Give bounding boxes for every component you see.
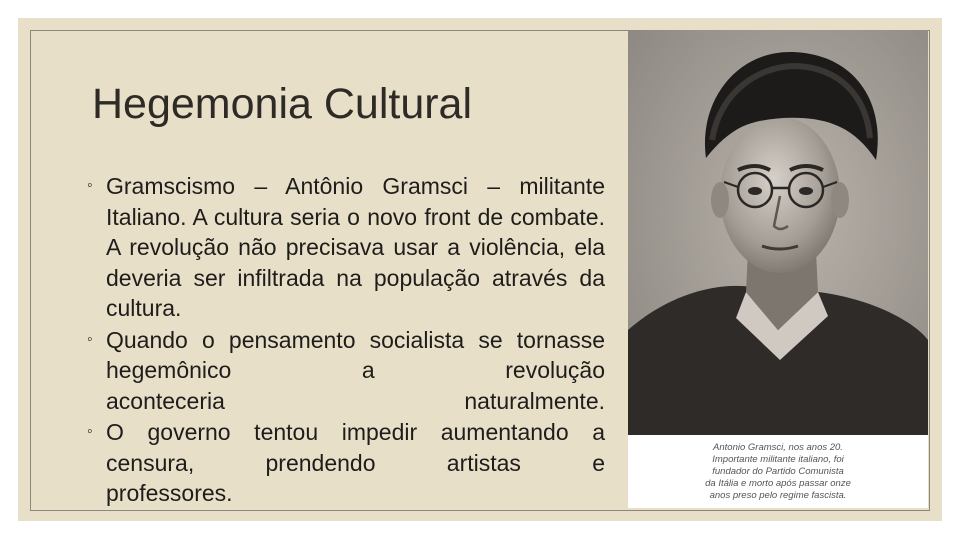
bullet-line: front de combate. A revolução não xyxy=(106,203,605,260)
bullet-line: Quando o pensamento socialista se xyxy=(106,326,517,353)
bullet-line: censura, prendendo artistas e xyxy=(106,449,605,476)
caption-line: Importante militante italiano, foi xyxy=(712,454,844,465)
bullet-item-hegemonia xyxy=(87,325,605,417)
bullet-line: precisava usar a violência, ela deveria xyxy=(106,234,606,291)
bullet-line: aconteceria naturalmente. xyxy=(106,387,605,414)
photo-caption xyxy=(628,442,928,502)
bullet-marker: ◦ xyxy=(87,330,93,348)
caption-line: anos preso pelo regime fascista. xyxy=(709,490,847,501)
portrait-photo xyxy=(628,30,928,508)
bullet-line: militante Italiano. A cultura seria o novo xyxy=(106,173,605,230)
bullet-list xyxy=(87,171,605,510)
caption-line: fundador do Partido Comunista xyxy=(712,466,844,477)
bullet-line: professores. xyxy=(106,480,233,506)
bullet-line: cultura. xyxy=(106,295,182,321)
bullet-item-gramscismo xyxy=(87,171,605,324)
caption-line: da Itália e morto após passar onze xyxy=(705,478,851,489)
bullet-line: tornasse hegemônico a revolução xyxy=(106,326,605,383)
caption-line: Antonio Gramsci, nos anos 20. xyxy=(713,442,843,453)
bullet-item-censura xyxy=(87,417,605,509)
bullet-line: Gramscismo – Antônio Gramsci – xyxy=(106,173,520,199)
bullet-marker: ◦ xyxy=(87,177,93,194)
slide-title: Hegemonia Cultural xyxy=(92,80,473,128)
bullet-line: O governo tentou impedir aumentando a xyxy=(106,419,605,445)
bullet-marker: ◦ xyxy=(87,423,93,440)
bullet-line: ser infiltrada na população através da xyxy=(193,264,606,291)
portrait-image xyxy=(628,30,928,508)
